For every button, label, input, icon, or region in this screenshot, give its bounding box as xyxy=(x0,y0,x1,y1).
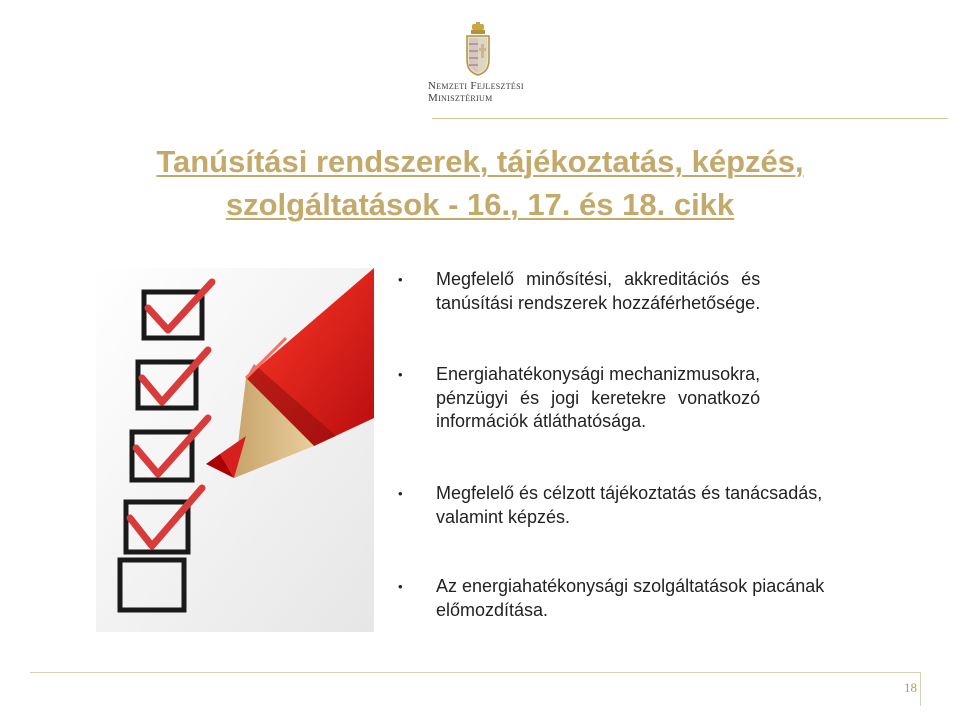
bullet-1-line-1: Megfelelő minősítési, akkreditációs és xyxy=(436,269,761,289)
logo-line-1: Nemzeti Fejlesztési xyxy=(428,80,524,92)
bullet-2-line-3: információk átláthatósága. xyxy=(436,411,647,431)
bullet-2-line-2: pénzügyi és jogi keretekre vonatkozó xyxy=(436,387,761,408)
bullet-item-4 xyxy=(398,575,824,622)
bullet-item-2 xyxy=(398,363,760,434)
bullet-item-3 xyxy=(398,482,822,529)
logo-line-2: Minisztérium xyxy=(428,92,493,104)
slide-title xyxy=(60,140,900,226)
bullet-dot: • xyxy=(398,486,403,501)
title-line-2: szolgáltatások - 16., 17. és 18. cikk xyxy=(225,187,735,222)
bullet-dot: • xyxy=(398,367,403,382)
title-line-1: Tanúsítási rendszerek, tájékoztatás, képzés, xyxy=(156,144,804,179)
bullet-dot: • xyxy=(398,272,403,287)
page-number: 18 xyxy=(904,680,917,695)
bullet-1-line-2: tanúsítási rendszerek hozzáférhetősége. xyxy=(436,292,761,313)
bullet-4-line-1: Az energiahatékonysági szolgáltatások piacának xyxy=(436,576,825,596)
checklist-pencil-image xyxy=(96,268,374,632)
bullet-3-line-2: valamint képzés. xyxy=(436,506,571,527)
bullet-dot: • xyxy=(398,579,403,594)
footer-divider xyxy=(30,672,920,673)
bullet-3-line-1: Megfelelő és célzott tájékoztatás és tanácsadás, xyxy=(436,483,823,503)
footer-divider-vertical xyxy=(920,672,921,706)
bullet-4-line-2: előmozdítása. xyxy=(436,599,549,620)
header-divider xyxy=(432,118,948,119)
checklist-illustration xyxy=(96,268,374,632)
ministry-logo xyxy=(420,22,536,104)
coat-of-arms-icon xyxy=(463,22,493,76)
bullet-2-line-1: Energiahatékonysági mechanizmusokra, xyxy=(436,364,761,384)
bullet-item-1 xyxy=(398,268,760,315)
